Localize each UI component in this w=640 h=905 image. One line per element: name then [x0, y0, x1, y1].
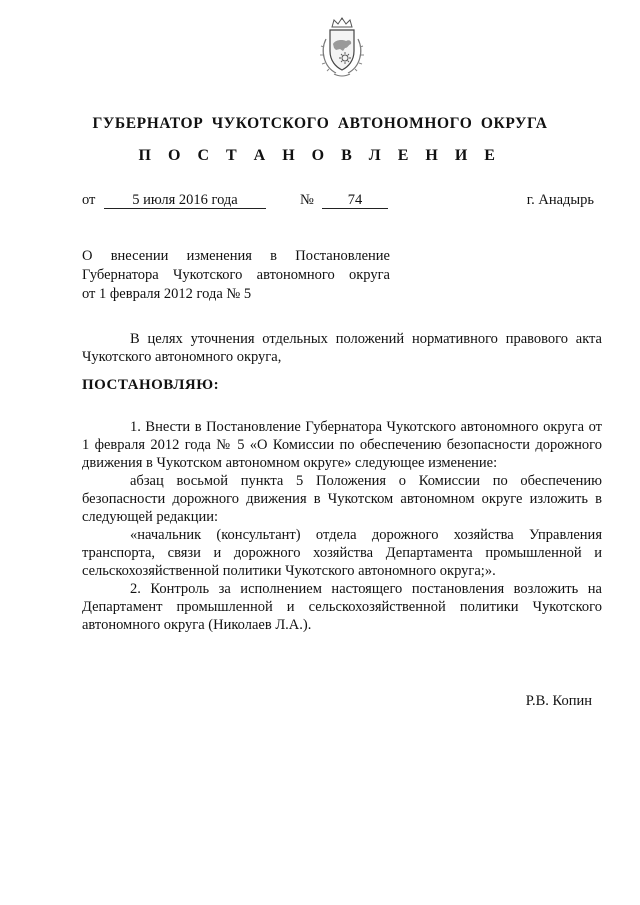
- decree-item: 2. Контроль за исполнением настоящего постановления возложить на Департамент промышленной и сельскохозяйственной политики Чукотского автономного округа (Николаев Л.А.).: [82, 581, 602, 633]
- decree-word: ПОСТАНОВЛЯЮ:: [82, 377, 220, 393]
- signatory-name: Р.В. Копин: [525, 693, 592, 709]
- document-date: 5 июля 2016 года: [104, 192, 266, 209]
- subject-line: от 1 февраля 2012 года № 5: [82, 286, 252, 302]
- decree-item: «начальник (консультант) отдела дорожного хозяйства Управления транспорта, связи и дорожного хозяйства Департамента промышленной и сельскохозяйственной политики Чукотского автономного округа;».: [82, 527, 602, 579]
- coat-of-arms-icon: [312, 17, 372, 79]
- place-of-issue: г. Анадырь: [526, 192, 594, 208]
- preamble: В целях уточнения отдельных положений нормативного правового акта Чукотского автономного округа,: [82, 331, 602, 365]
- decree-item: 1. Внести в Постановление Губернатора Чукотского автономного округа от 1 февраля 2012 года № 5 «О Комиссии по обеспечению безопасности дорожного движения в Чукотском автономном округе» следующее изменение:: [82, 419, 602, 471]
- subject-line: Губернатора Чукотского автономного округа: [82, 267, 390, 283]
- document-subject: [82, 247, 390, 304]
- number-label: №: [300, 192, 314, 208]
- date-prefix: от: [82, 192, 96, 208]
- document-type-title: П О С Т А Н О В Л Е Н И Е: [138, 147, 502, 164]
- decree-items: [82, 418, 602, 634]
- subject-line: О внесении изменения в Постановление: [82, 248, 390, 264]
- document-number: 74: [322, 192, 388, 209]
- issuing-authority: ГУБЕРНАТОР ЧУКОТСКОГО АВТОНОМНОГО ОКРУГА: [92, 115, 548, 132]
- decree-item: абзац восьмой пункта 5 Положения о Комиссии по обеспечению безопасности дорожного движения в Чукотском автономном округе изложить в следующей редакции:: [82, 473, 602, 525]
